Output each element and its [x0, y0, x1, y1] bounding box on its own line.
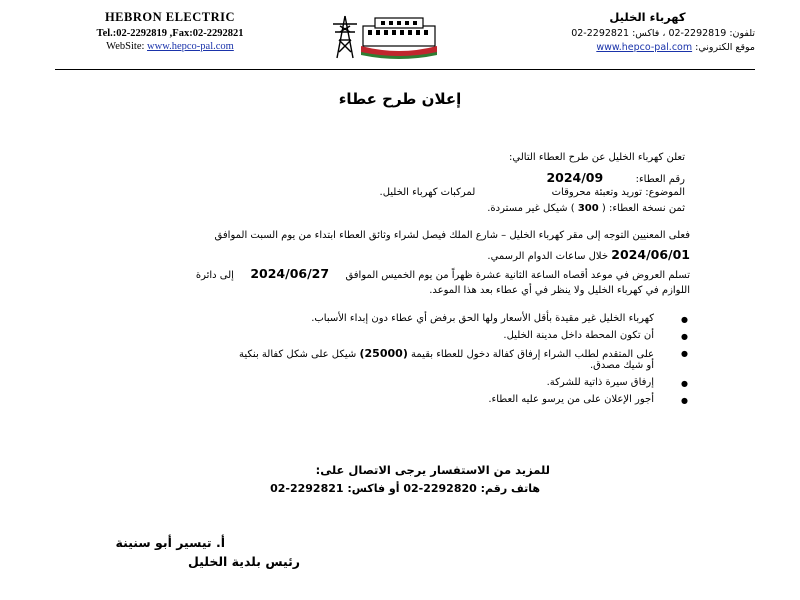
- paragraph-1-line-1: فعلى المعنيين التوجه إلى مقر كهرباء الخليل – شارع الملك فيصل لشراء وثائق العطاء ابتداء من يوم السبت الموافق: [214, 230, 690, 241]
- price-line: [487, 203, 685, 214]
- paragraph-2-line-2: اللوازم في كهرباء الخليل ولا ينظر في أي عطاء بعد هذا الموعد.: [429, 285, 690, 296]
- paragraph-2-line-1: [196, 266, 690, 281]
- paragraph-2-text: تسلم العروض في موعد أقصاه الساعة الثانية عشرة ظهراً من يوم الخميس الموافق: [345, 270, 690, 281]
- price-value: 300: [577, 203, 599, 214]
- website-link-ar[interactable]: www.hepco-pal.com: [596, 42, 693, 53]
- price-label: ثمن نسخة العطاء: (: [601, 203, 685, 214]
- bullet-3-line-2: أو شيك مصدق.: [589, 360, 654, 371]
- letterhead: [55, 8, 755, 70]
- signature-title: رئيس بلدية الخليل: [187, 554, 300, 569]
- contact-heading: للمزيد من الاستفسار يرجى الاتصال على:: [315, 463, 550, 477]
- purchase-start-date: 2024/06/01: [611, 247, 690, 262]
- list-item: ● كهرباء الخليل غير مقيدة بأقل الأسعار ولها الحق برفض أي عطاء دون إبداء الأسباب.: [110, 313, 670, 324]
- website-en: [65, 41, 275, 52]
- submission-date: 2024/06/27: [250, 266, 330, 281]
- guarantee-amount: (25000): [359, 347, 408, 360]
- list-item: ● أجور الإعلان على من يرسو عليه العطاء.: [110, 394, 670, 405]
- bullet-3-text-end: شيكل على شكل كفالة بنكية: [239, 349, 357, 360]
- subject-suffix: لمركبات كهرباء الخليل.: [379, 187, 476, 198]
- price-suffix: ) شيكل غير مستردة.: [487, 203, 575, 214]
- list-item: [110, 347, 670, 371]
- list-item: ● أن تكون المحطة داخل مدينة الخليل.: [110, 330, 670, 341]
- tender-number-value: 2024/09: [546, 170, 604, 185]
- paragraph-2-line-1-end: إلى دائرة: [195, 270, 234, 281]
- subject-line: [380, 187, 685, 198]
- bullet-3-text: على المتقدم لطلب الشراء إرفاق كفالة دخول للعطاء بقيمة: [411, 349, 654, 360]
- website-label-en: WebSite:: [106, 41, 145, 52]
- contact-ar: تلفون: 2292819-02 ، فاكس: 2292821-02: [571, 28, 755, 39]
- tender-number-line: [546, 170, 685, 185]
- website-link-en[interactable]: www.hepco-pal.com: [147, 41, 234, 52]
- list-item: ● إرفاق سيرة ذاتية للشركة.: [110, 377, 670, 388]
- subject-text: توريد وتعبئة محروقات: [551, 187, 643, 198]
- subject-label: الموضوع:: [645, 187, 685, 198]
- paragraph-1-line-2: [487, 247, 690, 262]
- letterhead-arabic: [540, 10, 755, 53]
- hepco-logo-icon: [323, 12, 443, 60]
- signature-name: أ. تيسير أبو سنينة: [115, 535, 225, 550]
- contact-en: Tel.:02-2292819 ,Fax:02-2292821: [96, 28, 244, 39]
- letterhead-english: [65, 10, 275, 52]
- company-name-ar: كهرباء الخليل: [609, 10, 686, 24]
- website-ar: [540, 42, 755, 53]
- company-name-en: HEBRON ELECTRIC: [104, 10, 236, 24]
- intro-line: تعلن كهرباء الخليل عن طرح العطاء التالي:: [509, 152, 685, 163]
- conditions-list: [110, 313, 670, 405]
- document-title: إعلان طرح عطاء: [338, 90, 462, 108]
- tender-number-label: رقم العطاء:: [635, 174, 685, 185]
- website-label-ar: موقع الكتروني:: [695, 42, 755, 53]
- contact-line: هاتف رقم: 2292820-02 أو فاكس: 2292821-02: [270, 482, 540, 495]
- paragraph-1-line-2-text: خلال ساعات الدوام الرسمي.: [487, 251, 609, 262]
